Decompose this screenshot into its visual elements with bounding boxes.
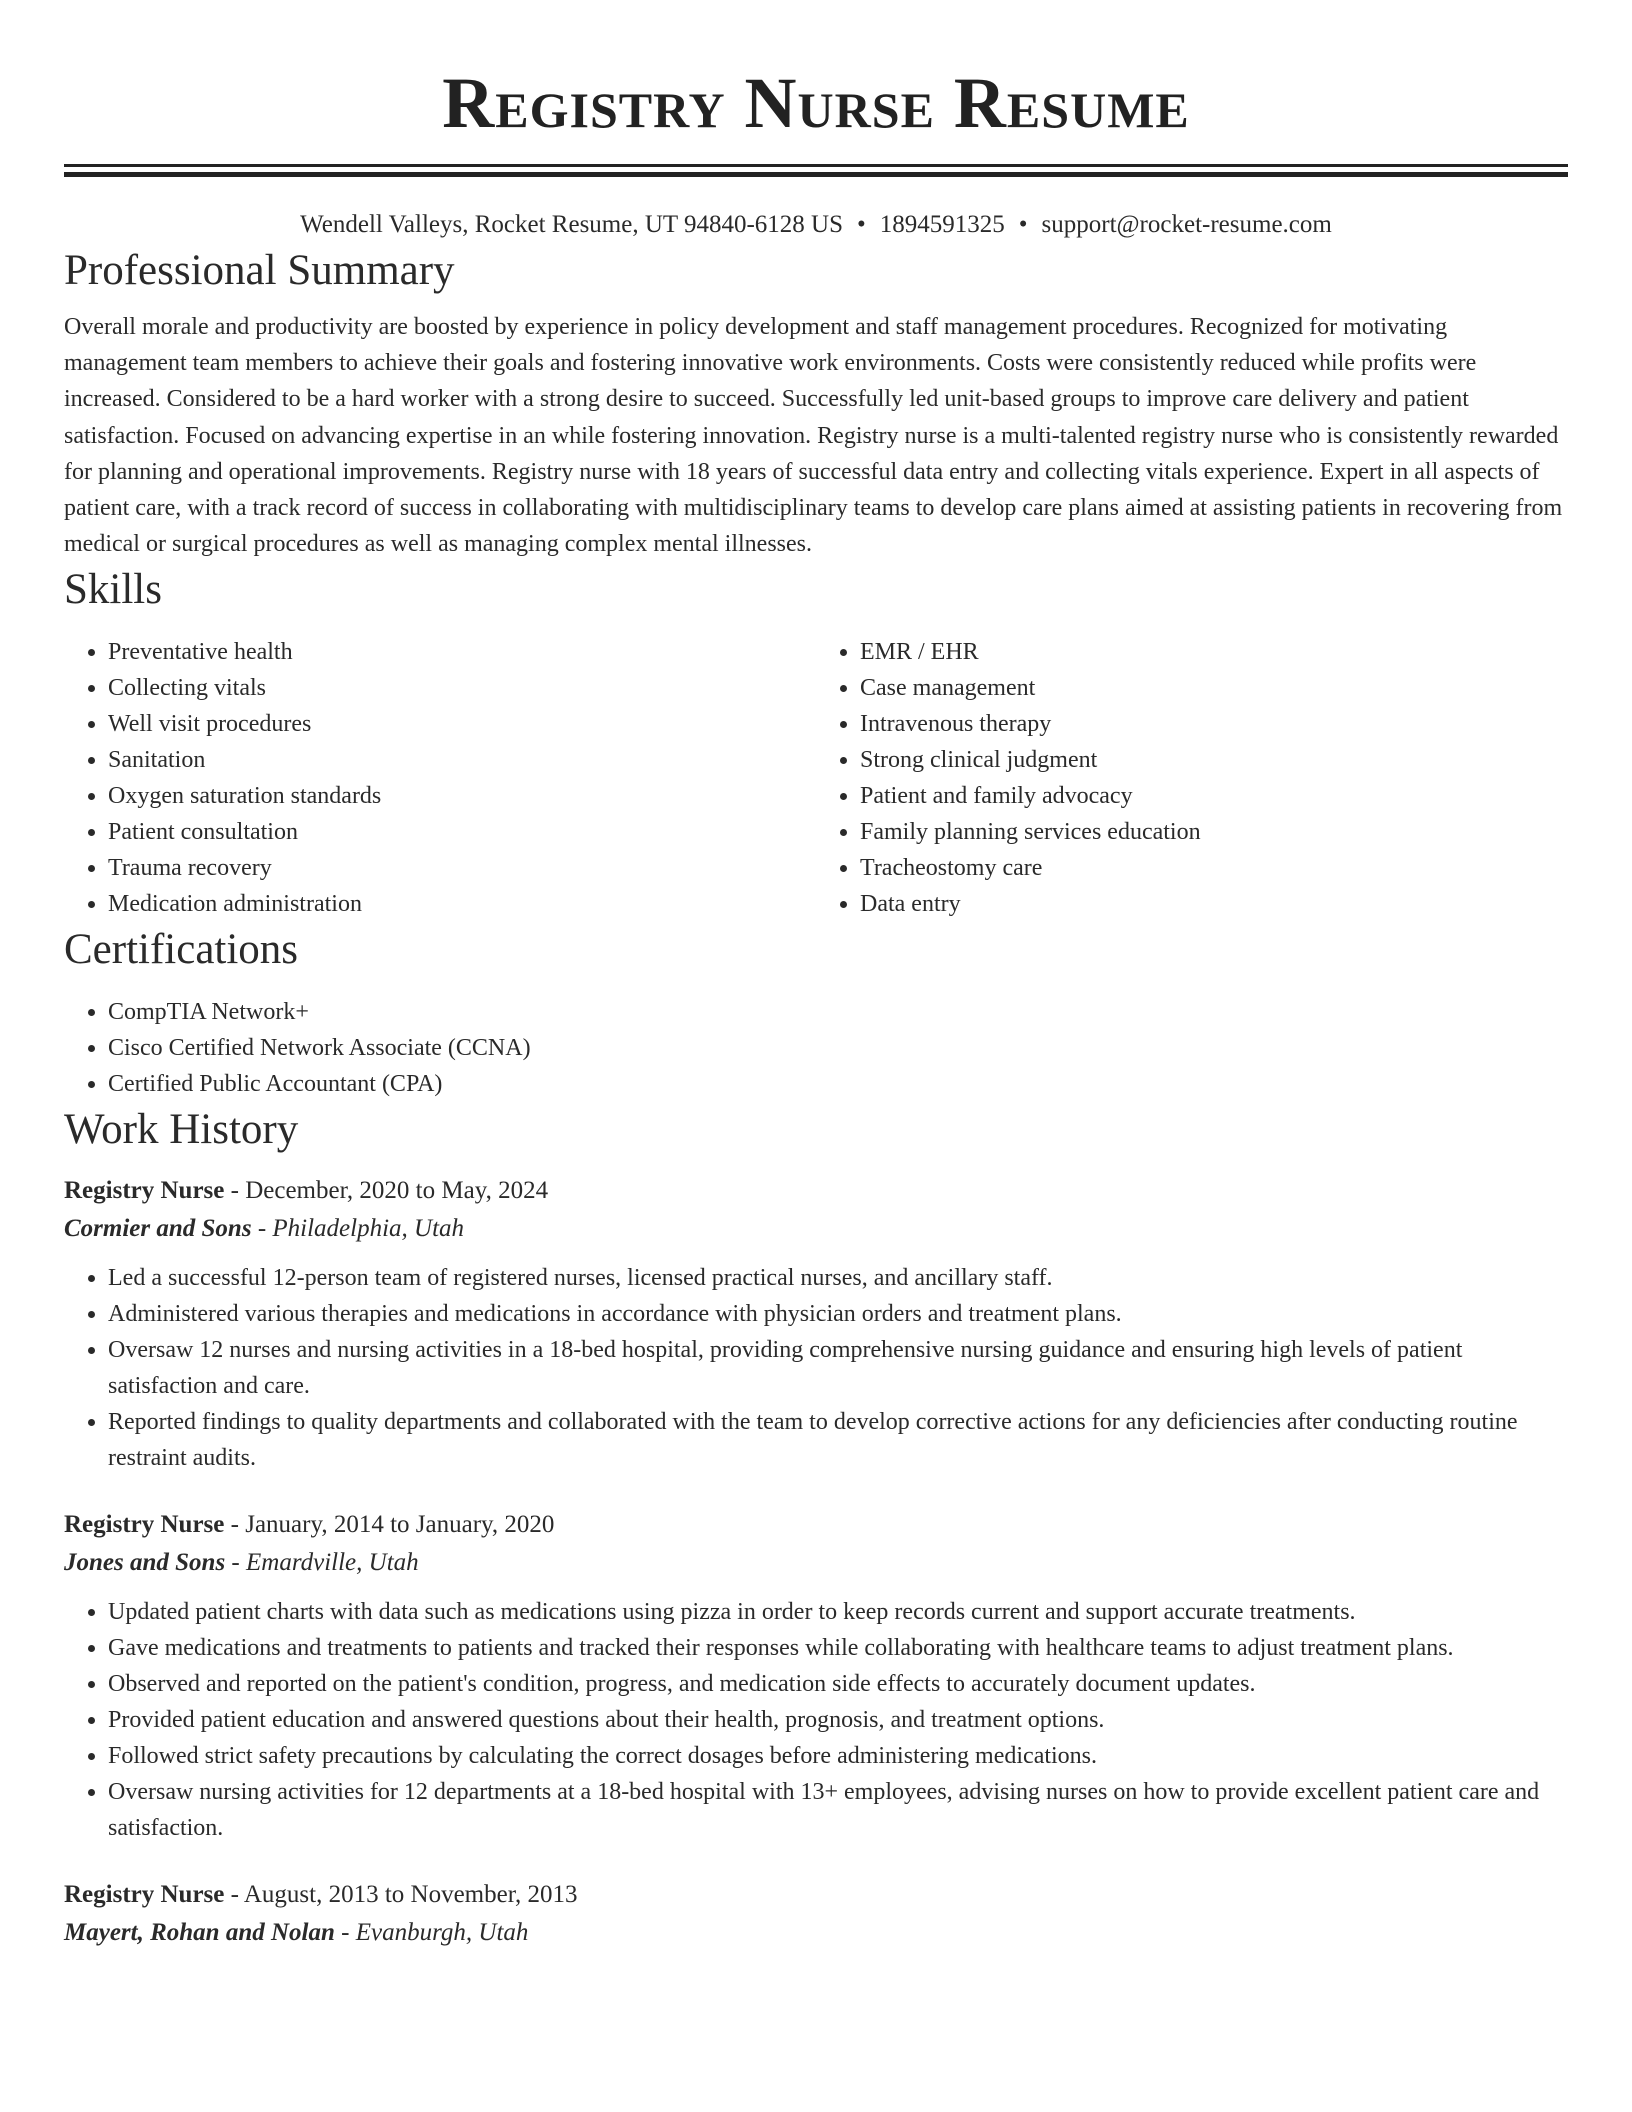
job-entry xyxy=(64,1876,1568,1952)
job-dates: - December, 2020 to May, 2024 xyxy=(224,1177,549,1205)
job-title: Registry Nurse xyxy=(64,1881,225,1909)
contact-phone: 1894591325 xyxy=(879,211,1005,238)
certifications-heading: Certifications xyxy=(64,926,299,974)
company-line xyxy=(64,1914,1568,1952)
skill-item: • Well visit procedures xyxy=(108,706,816,742)
skill-item: • Data entry xyxy=(860,886,1568,922)
skill-item: • Strong clinical judgment xyxy=(860,742,1568,778)
contact-address: Wendell Valleys, Rocket Resume, UT 94840-6128 US xyxy=(300,211,843,238)
resume-page xyxy=(64,0,1568,1952)
company-name: Jones and Sons xyxy=(64,1549,226,1577)
contact-separator: • xyxy=(857,211,866,238)
skills-list-right xyxy=(816,634,1568,922)
job-bullets xyxy=(64,1260,1568,1476)
company-location: - Evanburgh, Utah xyxy=(334,1919,529,1947)
company-location: - Emardville, Utah xyxy=(225,1549,419,1577)
resume-title: Registry Nurse Resume xyxy=(442,63,1190,143)
skill-item: • Sanitation xyxy=(108,742,816,778)
job-bullet: • Observed and reported on the patient's condition, progress, and medication side effects to accurately document updates. xyxy=(108,1666,1568,1702)
job-bullet: • Oversaw 12 nurses and nursing activities in a 18-bed hospital, providing comprehensive nursing guidance and ensuring high levels of patient satisfaction and care. xyxy=(108,1332,1568,1404)
company-location: - Philadelphia, Utah xyxy=(251,1215,465,1243)
title-divider-bottom xyxy=(64,172,1568,177)
summary-heading: Professional Summary xyxy=(64,247,455,294)
job-bullet: • Followed strict safety precautions by calculating the correct dosages before administering medications. xyxy=(108,1738,1568,1774)
job-bullet: • Provided patient education and answered questions about their health, prognosis, and treatment options. xyxy=(108,1702,1568,1738)
job-title-line xyxy=(64,1506,1568,1544)
skill-item: • Intravenous therapy xyxy=(860,706,1568,742)
work-history-heading: Work History xyxy=(64,1106,299,1154)
skills-list-left xyxy=(64,634,816,922)
job-bullet: • Updated patient charts with data such as medications using pizza in order to keep records current and support accurate treatments. xyxy=(108,1594,1568,1630)
company-name: Cormier and Sons xyxy=(64,1215,252,1243)
skill-item: • Tracheostomy care xyxy=(860,850,1568,886)
job-title: Registry Nurse xyxy=(64,1511,225,1539)
contact-line xyxy=(64,207,1568,243)
skill-item: • Collecting vitals xyxy=(108,670,816,706)
title-divider-top xyxy=(64,164,1568,167)
skill-item: • Medication administration xyxy=(108,886,816,922)
skills-heading: Skills xyxy=(64,566,162,614)
company-line xyxy=(64,1544,1568,1582)
job-dates: - January, 2014 to January, 2020 xyxy=(224,1511,555,1539)
job-entry xyxy=(64,1506,1568,1846)
skill-item: • Family planning services education xyxy=(860,814,1568,850)
job-bullet: • Oversaw nursing activities for 12 departments at a 18-bed hospital with 13+ employees, advising nurses on how to provide excellent patient care and satisfaction. xyxy=(108,1774,1568,1846)
contact-email: support@rocket-resume.com xyxy=(1041,211,1332,238)
skills-columns xyxy=(64,634,1568,922)
job-entry xyxy=(64,1172,1568,1476)
skill-item: • Preventative health xyxy=(108,634,816,670)
job-bullet: • Administered various therapies and medications in accordance with physician orders and treatment plans. xyxy=(108,1296,1568,1332)
certification-item: • Cisco Certified Network Associate (CCNA) xyxy=(108,1030,1568,1066)
summary-text: Overall morale and productivity are boosted by experience in policy development and staff management procedures. Recognized for motivating management team members to achieve their goals and fostering innovative work environments. Costs were consistently reduced while profits were increased. Considered to be a hard worker with a strong desire to succeed. Successfully led unit-based groups to improve care delivery and patient satisfaction. Focused on advancing expertise in an while fostering innovation. Registry nurse is a multi-talented registry nurse who is consistently rewarded for planning and operational improvements. Registry nurse with 18 years of successful data entry and collecting vitals experience. Expert in all aspects of patient care, with a track record of success in collaborating with multidisciplinary teams to develop care plans aimed at assisting patients in recovering from medical or surgical procedures as well as managing complex mental illnesses. xyxy=(64,314,1563,558)
job-title-line xyxy=(64,1876,1568,1914)
job-bullet: • Reported findings to quality departments and collaborated with the team to develop corrective actions for any deficiencies after conducting routine restraint audits. xyxy=(108,1404,1568,1476)
job-title-line xyxy=(64,1172,1568,1210)
company-line xyxy=(64,1210,1568,1248)
job-dates: - August, 2013 to November, 2013 xyxy=(224,1881,578,1909)
skill-item: • Oxygen saturation standards xyxy=(108,778,816,814)
skill-item: • Patient consultation xyxy=(108,814,816,850)
contact-separator: • xyxy=(1018,211,1028,238)
skill-item: • Trauma recovery xyxy=(108,850,816,886)
skill-item: • Case management xyxy=(860,670,1568,706)
job-bullet: • Led a successful 12-person team of registered nurses, licensed practical nurses, and ancillary staff. xyxy=(108,1260,1568,1296)
company-name: Mayert, Rohan and Nolan xyxy=(64,1919,335,1947)
skill-item: • EMR / EHR xyxy=(860,634,1568,670)
skill-item: • Patient and family advocacy xyxy=(860,778,1568,814)
certifications-list xyxy=(64,994,1568,1102)
job-bullet: • Gave medications and treatments to patients and tracked their responses while collaborating with healthcare teams to adjust treatment plans. xyxy=(108,1630,1568,1666)
job-title: Registry Nurse xyxy=(64,1177,225,1205)
certification-item: • Certified Public Accountant (CPA) xyxy=(108,1066,1568,1102)
job-bullets xyxy=(64,1594,1568,1846)
certification-item: • CompTIA Network+ xyxy=(108,994,1568,1030)
